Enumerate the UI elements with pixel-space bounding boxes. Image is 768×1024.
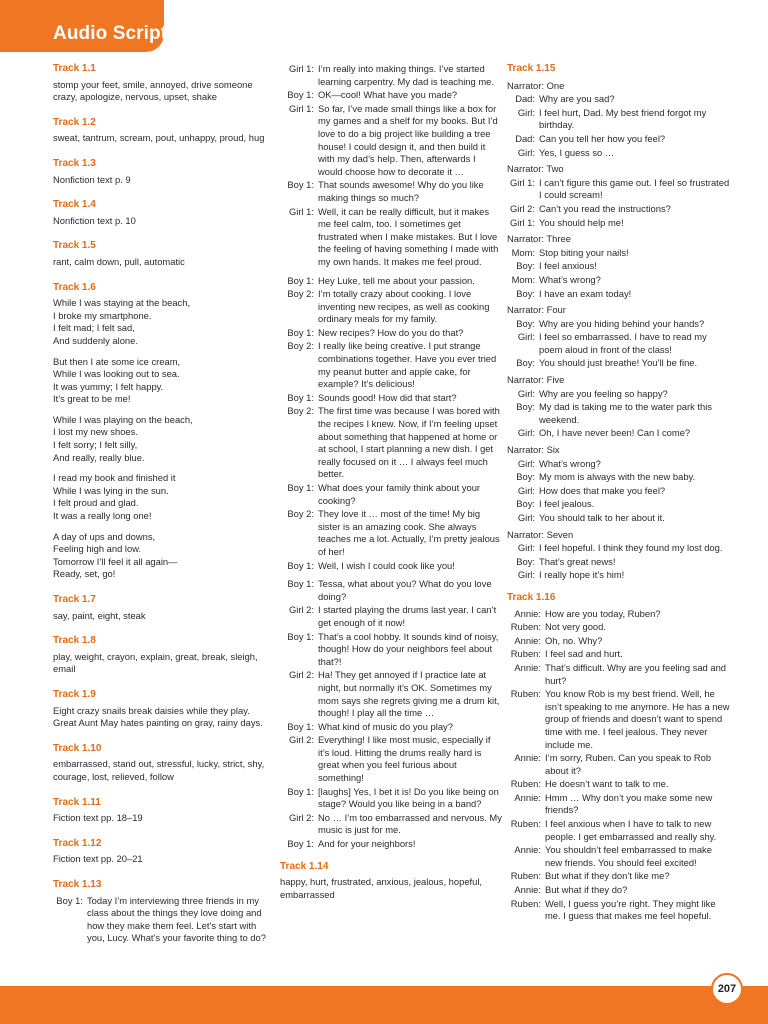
dialogue-line — [507, 177, 731, 202]
dialogue-text: Why are you feeling so happy? — [539, 387, 668, 399]
dialogue-text: Well, I guess you’re right. They might like me. I guess that makes me feel hopeful. — [545, 897, 716, 922]
footer-bar — [0, 986, 768, 1024]
dialogue-text: That’s great news! — [539, 555, 616, 567]
dialogue-line — [507, 512, 731, 525]
speaker-label: Boy 2: — [287, 508, 314, 520]
speaker-label: Mom: — [511, 273, 535, 285]
dialogue-line — [280, 669, 502, 719]
track-label: Track 1.15 — [507, 63, 556, 74]
track-text: play, weight, crayon, explain, great, break, sleigh, email — [53, 650, 258, 675]
dialogue-text: Why are you hiding behind your hands? — [539, 317, 705, 329]
dialogue-line — [280, 179, 502, 204]
dialogue-line — [507, 288, 731, 301]
track-label: Track 1.3 — [53, 157, 96, 169]
dialogue-text: You shouldn’t feel embarrassed to make new friends. You should feel excited! — [545, 844, 712, 868]
speaker-label: Girl 2: — [288, 811, 314, 823]
dialogue-line — [280, 812, 502, 837]
dialogue-line — [507, 357, 731, 370]
speaker-label: Girl 2: — [288, 669, 314, 681]
dialogue-text: I’m really into making things. I’ve started learning carpentry. My dad is teaching me. — [318, 63, 494, 87]
speaker-label: Boy: — [516, 498, 535, 510]
speaker-label: Boy 1: — [287, 179, 314, 191]
dialogue-text: But what if they do? — [545, 884, 628, 896]
speaker-label: Girl: — [517, 331, 535, 343]
dialogue-text: Everything! I like most music, especially if it’s loud. Hitting the drums really hard is great when you feel furious about something! — [318, 734, 491, 784]
dialogue-text: Hey Luke, tell me about your passion. — [318, 274, 475, 286]
poem-stanza: While I was staying at the beach, I broke my smartphone. I felt mad; I felt sad, And suddenly alone. — [53, 297, 191, 346]
dialogue-line — [280, 604, 502, 629]
speaker-label: Boy 1: — [287, 89, 314, 101]
dialogue-line — [507, 648, 731, 661]
speaker-label: Annie: — [514, 661, 541, 673]
column-2 — [280, 63, 502, 914]
dialogue-line — [507, 133, 731, 146]
speaker-label: Boy 1: — [287, 838, 314, 850]
dialogue-line — [507, 93, 731, 106]
speaker-label: Boy 1: — [287, 785, 314, 797]
dialogue-line — [280, 405, 502, 481]
dialogue-line — [280, 508, 502, 558]
poem-stanza: I read my book and finished it While I was lying in the sun. I felt proud and glad. It was a really long one! — [53, 472, 176, 522]
track-label: Track 1.10 — [53, 742, 102, 754]
dialogue-text: And for your neighbors! — [318, 838, 416, 850]
dialogue-text: What’s wrong? — [539, 457, 601, 469]
track-label: Track 1.2 — [53, 116, 96, 128]
narrator-label: Narrator: Five — [507, 374, 565, 386]
track-text: say, paint, eight, steak — [53, 609, 146, 621]
track-label: Track 1.6 — [53, 281, 96, 293]
track-text: Nonfiction text p. 9 — [53, 173, 131, 185]
dialogue-text: What does your family think about your cooking? — [318, 482, 481, 506]
speaker-label: Girl 1: — [288, 205, 314, 217]
dialogue-line — [507, 260, 731, 273]
track-label: Track 1.14 — [280, 860, 329, 872]
track-text: stomp your feet, smile, annoyed, drive someone crazy, apologize, nervous, upset, shake — [53, 78, 253, 103]
speaker-label: Girl: — [517, 387, 535, 399]
dialogue-line — [507, 107, 731, 132]
dialogue-line — [507, 688, 731, 751]
speaker-label: Girl: — [517, 542, 535, 554]
page-title: Audio Script — [53, 23, 168, 44]
dialogue-text: My dad is taking me to the water park this weekend. — [539, 401, 712, 425]
speaker-label: Boy 1: — [287, 630, 314, 642]
dialogue-block — [280, 63, 502, 851]
dialogue-line — [507, 147, 731, 160]
speaker-label: Ruben: — [510, 897, 541, 909]
speaker-label: Boy 2: — [287, 288, 314, 300]
dialogue-text: Not very good. — [545, 621, 606, 633]
dialogue-line — [507, 818, 731, 843]
dialogue-line — [507, 331, 731, 356]
speaker-label: Girl: — [517, 427, 535, 439]
speaker-label: Dad: — [515, 93, 535, 105]
dialogue-line — [280, 734, 502, 784]
dialogue-line — [507, 569, 731, 582]
speaker-label: Girl 2: — [288, 604, 314, 616]
track-label: Track 1.7 — [53, 594, 96, 605]
dialogue-text: I feel hurt, Dad. My best friend forgot my birthday. — [539, 106, 707, 131]
track-label: Track 1.13 — [53, 878, 102, 890]
dialogue-text: Oh, no. Why? — [545, 634, 603, 646]
dialogue-text: I’m totally crazy about cooking. I love inventing new recipes, as well as cooking ordinary meals for my family. — [318, 288, 490, 325]
dialogue-text: Well, I wish I could cook like you! — [318, 559, 455, 571]
dialogue-text: I can’t figure this game out. I feel so frustrated I could scream! — [539, 176, 730, 201]
dialogue-text: I really hope it’s him! — [539, 569, 625, 581]
column-1 — [53, 63, 275, 946]
dialogue-line — [280, 206, 502, 269]
speaker-label: Boy 1: — [287, 482, 314, 493]
dialogue-line — [280, 392, 502, 405]
speaker-label: Boy 2: — [287, 405, 314, 417]
speaker-label: Ruben: — [510, 778, 541, 790]
dialogue-text: Stop biting your nails! — [539, 246, 629, 258]
dialogue-line — [280, 721, 502, 734]
track-label: Track 1.4 — [53, 199, 96, 211]
speaker-label: Girl: — [517, 512, 535, 523]
speaker-label: Boy 2: — [287, 340, 314, 352]
dialogue-text: The first time was because I was bored with the recipes I knew. Now, if I’m feeling upset about something that happened at home or at school, I start planning a new dish. I get really focused on it … I always feel much better. — [318, 405, 500, 480]
dialogue-line — [280, 578, 502, 603]
dialogue-text: But what if they don’t like me? — [545, 870, 670, 882]
dialogue-text: What kind of music do you play? — [318, 720, 453, 732]
dialogue-text: I feel sad and hurt. — [545, 648, 623, 660]
dialogue-line — [280, 103, 502, 179]
dialogue-line — [507, 203, 731, 216]
dialogue-line — [507, 752, 731, 777]
speaker-label: Ruben: — [510, 621, 541, 633]
speaker-label: Mom: — [511, 246, 535, 258]
speaker-label: Annie: — [514, 844, 541, 856]
dialogue-text: You should help me! — [539, 216, 624, 228]
dialogue-text: You should talk to her about it. — [539, 512, 665, 523]
dialogue-text: How are you today, Ruben? — [545, 607, 661, 619]
dialogue-line — [507, 662, 731, 687]
track-text: rant, calm down, pull, automatic — [53, 255, 185, 267]
track-text: embarrassed, stand out, stressful, lucky, strict, shy, courage, lost, relieved, follow — [53, 758, 265, 782]
speaker-label: Boy: — [516, 317, 535, 329]
speaker-label: Annie: — [514, 607, 541, 619]
dialogue-text: Today I’m interviewing three friends in my class about the things they love doing and how they make them feel. Let’s start with you, Lucy. What’s your favorite thing to do? — [87, 894, 266, 944]
speaker-label: Girl 1: — [288, 63, 314, 74]
speaker-label: Boy 1: — [287, 274, 314, 286]
speaker-label: Boy 1: — [287, 578, 314, 590]
track-label: Track 1.16 — [507, 591, 556, 603]
dialogue-text: That’s a cool hobby. It sounds kind of noisy, though! How do your neighbors feel about that?! — [318, 630, 499, 667]
speaker-label: Girl: — [517, 457, 535, 469]
speaker-label: Boy: — [516, 260, 535, 272]
dialogue-line — [507, 898, 731, 923]
speaker-label: Girl: — [517, 569, 535, 581]
dialogue-line — [280, 327, 502, 340]
track-text: Fiction text pp. 18–19 — [53, 812, 143, 824]
dialogue-text: I feel anxious! — [539, 260, 597, 272]
dialogue-text: How does that make you feel? — [539, 484, 666, 496]
dialogue-line — [507, 318, 731, 331]
dialogue-text: No … I’m too embarrassed and nervous. My music is just for me. — [318, 811, 502, 836]
dialogue-line — [280, 288, 502, 326]
narrator-label: Narrator: Six — [507, 444, 560, 456]
page-number: 207 — [711, 973, 743, 1005]
dialogue-text: I really like being creative. I put strange combinations together. Have you ever tried my peanut butter and apple cake, for example? It’s delicious! — [318, 340, 497, 390]
speaker-label: Dad: — [515, 132, 535, 144]
speaker-label: Boy: — [516, 401, 535, 413]
dialogue-text: New recipes? How do you do that? — [318, 326, 464, 338]
dialogue-text: Oh, I have never been! Can I come? — [539, 427, 691, 439]
dialogue-line — [507, 635, 731, 648]
dialogue-line — [507, 217, 731, 230]
speaker-label: Annie: — [514, 884, 541, 896]
speaker-label: Annie: — [514, 791, 541, 803]
dialogue-text: You know Rob is my best friend. Well, he isn’t speaking to me anymore. He has a new group of friends and doesn’t want to spend time with me. I feel jealous. They never include me. — [545, 688, 730, 750]
dialogue-line — [280, 89, 502, 102]
track-text: Eight crazy snails break daisies while they play. Great Aunt May hates painting on gray, rainy days. — [53, 704, 263, 729]
dialogue-text: Tessa, what about you? What do you love doing? — [318, 578, 492, 602]
speaker-label: Boy: — [516, 287, 535, 299]
dialogue-text: My mom is always with the new baby. — [539, 471, 696, 483]
dialogue-text: I feel so embarrassed. I have to read my poem aloud in front of the class! — [539, 331, 707, 355]
dialogue-text: I started playing the drums last year. I can’t get enough of it now! — [318, 604, 497, 628]
dialogue-text: That’s difficult. Why are you feeling sad and hurt? — [545, 661, 727, 686]
speaker-label: Boy 1: — [56, 894, 83, 906]
dialogue-text: I feel anxious when I have to talk to new people. I get embarrassed and really shy. — [545, 818, 717, 842]
speaker-label: Boy 1: — [287, 720, 314, 732]
track-label: Track 1.5 — [53, 240, 96, 252]
track-label: Track 1.1 — [53, 63, 96, 74]
dialogue-text: Why are you sad? — [539, 93, 615, 105]
speaker-label: Annie: — [514, 634, 541, 646]
narrator-label: Narrator: Seven — [507, 528, 574, 540]
dialogue-text: I feel hopeful. I think they found my lost dog. — [539, 542, 723, 554]
speaker-label: Annie: — [514, 752, 541, 764]
dialogue-text: He doesn’t want to talk to me. — [545, 778, 669, 790]
dialogue-text: [laughs] Yes, I bet it is! Do you like being on stage? Would you like being in a band? — [318, 785, 499, 810]
dialogue-line — [507, 556, 731, 569]
speaker-label: Girl: — [517, 484, 535, 496]
dialogue-text: So far, I’ve made small things like a box for my games and a shelf for my books. But I’d love to do a big project like building a tree house! I could design it, and then build it with my dad’s help. Then, afterwards I would choose how to decorate it … — [318, 102, 498, 177]
speaker-label: Girl: — [517, 146, 535, 158]
speaker-label: Girl 1: — [509, 216, 535, 228]
dialogue-line — [280, 482, 502, 507]
poem-stanza: A day of ups and downs, Feeling high and low. Tomorrow I’ll feel it all again— Ready, set, go! — [53, 530, 178, 580]
dialogue-text: That sounds awesome! Why do you like making things so much? — [318, 179, 484, 203]
dialogue-line — [507, 388, 731, 401]
column-3 — [507, 63, 731, 924]
dialogue-line — [507, 401, 731, 426]
narrator-label: Narrator: Three — [507, 233, 571, 245]
dialogue-block — [507, 80, 731, 582]
dialogue-line — [507, 778, 731, 791]
narrator-label: Narrator: Four — [507, 304, 566, 316]
speaker-label: Boy: — [516, 357, 535, 369]
dialogue-text: Well, it can be really difficult, but it makes me feel calm, too. I sometimes get frustrated when I make mistakes. But I love the feeling of having something I made with my own hands. It makes me feel proud. — [318, 205, 499, 267]
dialogue-line — [507, 247, 731, 260]
speaker-label: Girl 1: — [509, 176, 535, 188]
dialogue-text: Hmm … Why don’t you make some new friends? — [545, 791, 713, 816]
poem-stanza: While I was playing on the beach, I lost my new shoes. I felt sorry; I felt silly, And really, really blue. — [53, 413, 193, 463]
dialogue-line — [507, 884, 731, 897]
speaker-label: Boy 1: — [287, 391, 314, 403]
dialogue-line — [507, 498, 731, 511]
speaker-label: Boy: — [516, 555, 535, 567]
narrator-label: Narrator: One — [507, 79, 565, 91]
dialogue-line — [280, 786, 502, 811]
speaker-label: Ruben: — [510, 870, 541, 882]
dialogue-line — [507, 542, 731, 555]
dialogue-text: I have an exam today! — [539, 287, 632, 299]
dialogue-text: Can you tell her how you feel? — [539, 132, 666, 144]
dialogue-text: Ha! They get annoyed if I practice late at night, but normally it’s OK. Sometimes my mom says she regrets giving me a drum kit, though! I play all the time … — [318, 669, 500, 719]
track-text: sweat, tantrum, scream, pout, unhappy, proud, hug — [53, 132, 265, 144]
dialogue-line — [507, 844, 731, 869]
dialogue-line — [507, 870, 731, 883]
speaker-label: Girl 1: — [288, 102, 314, 114]
dialogue-text: Can’t you read the instructions? — [539, 202, 671, 214]
track-text: happy, hurt, frustrated, anxious, jealous, hopeful, embarrassed — [280, 876, 483, 900]
track-label: Track 1.12 — [53, 837, 102, 849]
dialogue-line — [280, 63, 502, 88]
dialogue-text: Sounds good! How did that start? — [318, 391, 457, 403]
dialogue-line — [280, 560, 502, 573]
dialogue-line — [507, 458, 731, 471]
dialogue-line — [507, 608, 731, 621]
dialogue-line — [507, 792, 731, 817]
speaker-label: Ruben: — [510, 688, 541, 700]
dialogue-line — [507, 621, 731, 634]
track-text: Nonfiction text p. 10 — [53, 214, 136, 226]
dialogue-line — [507, 485, 731, 498]
track-text: Fiction text pp. 20–21 — [53, 853, 143, 865]
dialogue-line — [53, 895, 275, 945]
track-label: Track 1.11 — [53, 796, 101, 808]
poem-stanza: But then I ate some ice cream, While I was looking out to sea. It was yummy; I felt happy. It’s great to be me! — [53, 355, 181, 405]
speaker-label: Boy 1: — [287, 326, 314, 338]
speaker-label: Boy: — [516, 471, 535, 483]
track-label: Track 1.8 — [53, 635, 96, 647]
dialogue-line — [280, 340, 502, 390]
speaker-label: Girl 2: — [509, 202, 535, 214]
dialogue-text: You should just breathe! You’ll be fine. — [539, 357, 698, 369]
dialogue-line — [280, 631, 502, 669]
narrator-label: Narrator: Two — [507, 163, 564, 175]
dialogue-text: I feel jealous. — [539, 498, 595, 510]
dialogue-line — [507, 471, 731, 484]
speaker-label: Girl 2: — [288, 734, 314, 746]
speaker-label: Ruben: — [510, 648, 541, 660]
dialogue-block — [507, 608, 731, 923]
dialogue-line — [280, 275, 502, 288]
dialogue-text: I’m sorry, Ruben. Can you speak to Rob about it? — [545, 752, 712, 776]
speaker-label: Girl: — [517, 106, 535, 118]
dialogue-line — [507, 427, 731, 440]
dialogue-text: They love it … most of the time! My big sister is an amazing cook. She always teaches me a lot. Actually, I’m pretty jealous of her! — [318, 508, 500, 557]
dialogue-line — [507, 274, 731, 287]
speaker-label: Boy 1: — [287, 559, 314, 571]
dialogue-line — [280, 838, 502, 851]
speaker-label: Ruben: — [510, 818, 541, 830]
dialogue-text: What’s wrong? — [539, 273, 601, 285]
track-label: Track 1.9 — [53, 688, 96, 700]
dialogue-text: Yes, I guess so … — [539, 146, 615, 158]
dialogue-text: OK—cool! What have you made? — [318, 89, 458, 101]
